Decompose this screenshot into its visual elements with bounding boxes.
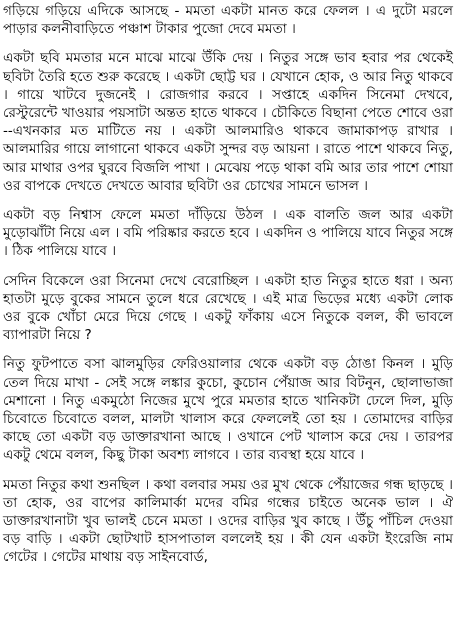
- paragraph-6: মমতা নিতুর কথা শুনছিল । কথা বলবার সময় ওর মুখ থেকে পেঁয়াজের গন্ধ ছাড়ছে । তা হোক, ওর বাপের কালিমার্কা মদের বমির গন্ধের চাইতে অনেক ভাল । ঐ ডাক্তারখানাটা খুব ভালই চেনে মমতা । ওদের বাড়ির খুব কাছে । উঁচু পাঁচিল দেওয়া বড় বাড়ি । একটা ছোটখাট হাসপাতাল বললেই হয় । কী যেন একটা ইংরেজি নাম গেটের । গেটের মাথায় বড় সাইনবোর্ড,: [3, 476, 453, 566]
- paragraph-2: একটা ছবি মমতার মনে মাঝে মাঝে উঁকি দেয় । নিতুর সঙ্গে ভাব হবার পর থেকেই ছবিটা তৈরি হতে শুরু করেছে । একটা ছোট্ট ঘর । যেখানে হোক, ও আর নিতু থাকবে । গায়ে খাটবে দুজনেই । রোজগার করবে । সপ্তাহে একদিন সিনেমা দেখবে, রেস্টুরেন্টে খাওয়ার পয়সাটা অন্তত হাতে থাকবে । চৌকিতে বিছানা পেতে শোবে ওরা --এখনকার মত মাটিতে নয় । একটা আলমারিও থাকবে জামাকাপড় রাখার । আলমারির গায়ে লাগানো থাকবে একটা সুন্দর বড় আয়না । রাতে পাশে থাকবে নিতু, আর মাথার ওপর ঘুরবে বিজলি পাখা । মেঝেয় পড়ে থাকা বমি আর তার পাশে শোয়া ওর বাপকে দেখতে দেখতে আবার ছবিটা ওর চোখের সামনে ভাসল ।: [3, 50, 453, 194]
- paragraph-3: একটা বড় নিশ্বাস ফেলে মমতা দাঁড়িয়ে উঠল । এক বালতি জল আর একটা মুড়োঝাঁটা নিয়ে এল । বমি পরিষ্কার করতে হবে । একদিন ও পালিয়ে যাবে নিতুর সঙ্গে । ঠিক পালিয়ে যাবে ।: [3, 207, 453, 260]
- paragraph-4: সেদিন বিকেলে ওরা সিনেমা দেখে বেরোচ্ছিল । একটা হাত নিতুর হাতে ধরা । অন্য হাতটা মুড়ে বুকের সামনে তুলে ধরে রেখেছে । এই মাত্র ভিড়ের মধ্যে একটা লোক ওর বুকে খোঁচা মেরে দিয়ে গেছে । একটু ফাঁকায় এসে নিতুকে বলল, কী ভাবলে ব্যাপারটা নিয়ে ?: [3, 272, 453, 344]
- paragraph-1: গড়িয়ে গড়িয়ে এদিকে আসছে - মমতা একটা মানত করে ফেলল । এ দুটো মরলে পাড়ার কলনীবাড়িতে পঞ্চাশ টাকার পুজো দেবে মমতা ।: [3, 3, 453, 38]
- paragraph-5: নিতু ফুটপাতে বসা ঝালমুড়ির ফেরিওয়ালার থেকে একটা বড় ঠোঙা কিনল । মুড়ি তেল দিয়ে মাখা - সেই সঙ্গে লঙ্কার কুচো, কুচোন পেঁয়াজ আর বিটনুন, ছোলাভাজা মেশানো । নিতু একমুঠো নিজের মুখে পুরে মমতার হাতে খানিকটা ঢেলে দিল, মুড়ি চিবোতে চিবোতে বলল, মালটা খালাস করে ফেললেই তো হয় । তোমাদের বাড়ির কাছে তো একটা বড় ডাক্তারখানা আছে । ওখানে পেট খালাস করে দেয় । তারপর একটু থেমে বলল, কিছু টাকা অবশ্য লাগবে । তার ব্যবস্থা হয়ে যাবে ।: [3, 356, 453, 464]
